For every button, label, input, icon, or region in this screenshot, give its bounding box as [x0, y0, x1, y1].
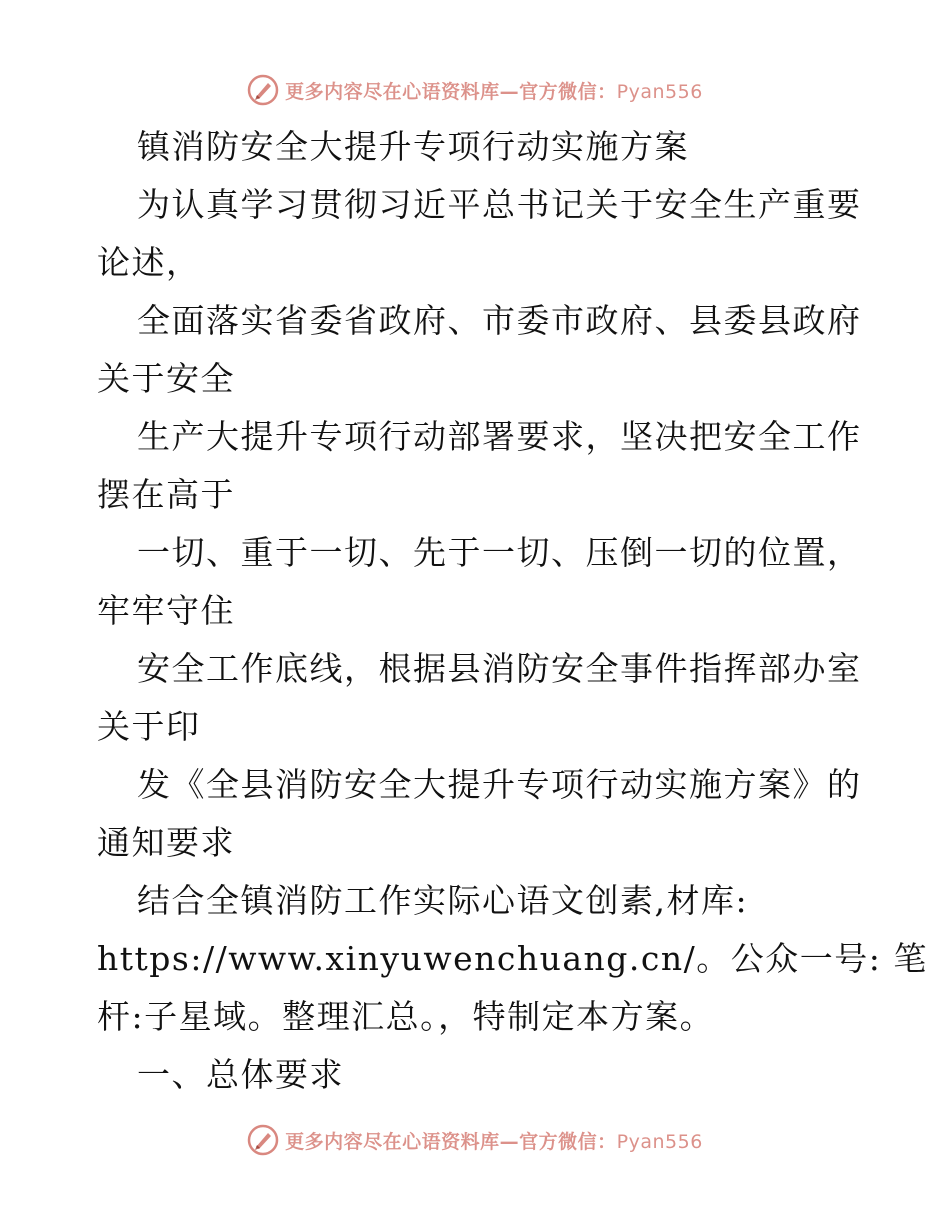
pen-logo-icon: [247, 74, 279, 106]
document-body: [97, 118, 928, 1104]
text-line: 杆:子星域。整理汇总。，特制定本方案。: [97, 997, 715, 1036]
watermark-text: 更多内容尽在心语资料库—官方微信：Pyan556: [285, 80, 703, 103]
text-line: 为认真学习贯彻习近平总书记关于安全生产重要: [137, 185, 862, 224]
document-title: 镇消防安全大提升专项行动实施方案: [137, 127, 689, 166]
text-line: 全面落实省委省政府、市委市政府、县委县政府: [137, 301, 862, 340]
text-line: 一切、重于一切、先于一切、压倒一切的位置，: [137, 533, 862, 572]
watermark-text: 更多内容尽在心语资料库—官方微信：Pyan556: [285, 1130, 703, 1153]
text-line: 摆在高于: [97, 475, 235, 514]
text-line: 论述，: [97, 243, 201, 282]
text-line: 发《全县消防安全大提升专项行动实施方案》的: [137, 765, 862, 804]
wechat-id: Pyan556: [616, 80, 703, 103]
text-line: https://www.xinyuwenchuang.cn/。公众一号: 笔: [97, 939, 928, 978]
text-line: 通知要求: [97, 823, 235, 862]
text-line: 结合全镇消防工作实际心语文创素,材库:: [137, 881, 749, 920]
header-watermark: [0, 70, 950, 110]
text-line: 安全工作底线，根据县消防安全事件指挥部办室: [137, 649, 862, 688]
text-line: 生产大提升专项行动部署要求，坚决把安全工作: [137, 417, 862, 456]
pen-logo-icon: [247, 1124, 279, 1156]
text-line: 牢牢守住: [97, 591, 235, 630]
footer-watermark: [0, 1120, 950, 1160]
text-line: 关于安全: [97, 359, 235, 398]
section-heading: 一、总体要求: [137, 1055, 344, 1094]
text-line: 关于印: [97, 707, 201, 746]
wechat-id: Pyan556: [616, 1130, 703, 1153]
